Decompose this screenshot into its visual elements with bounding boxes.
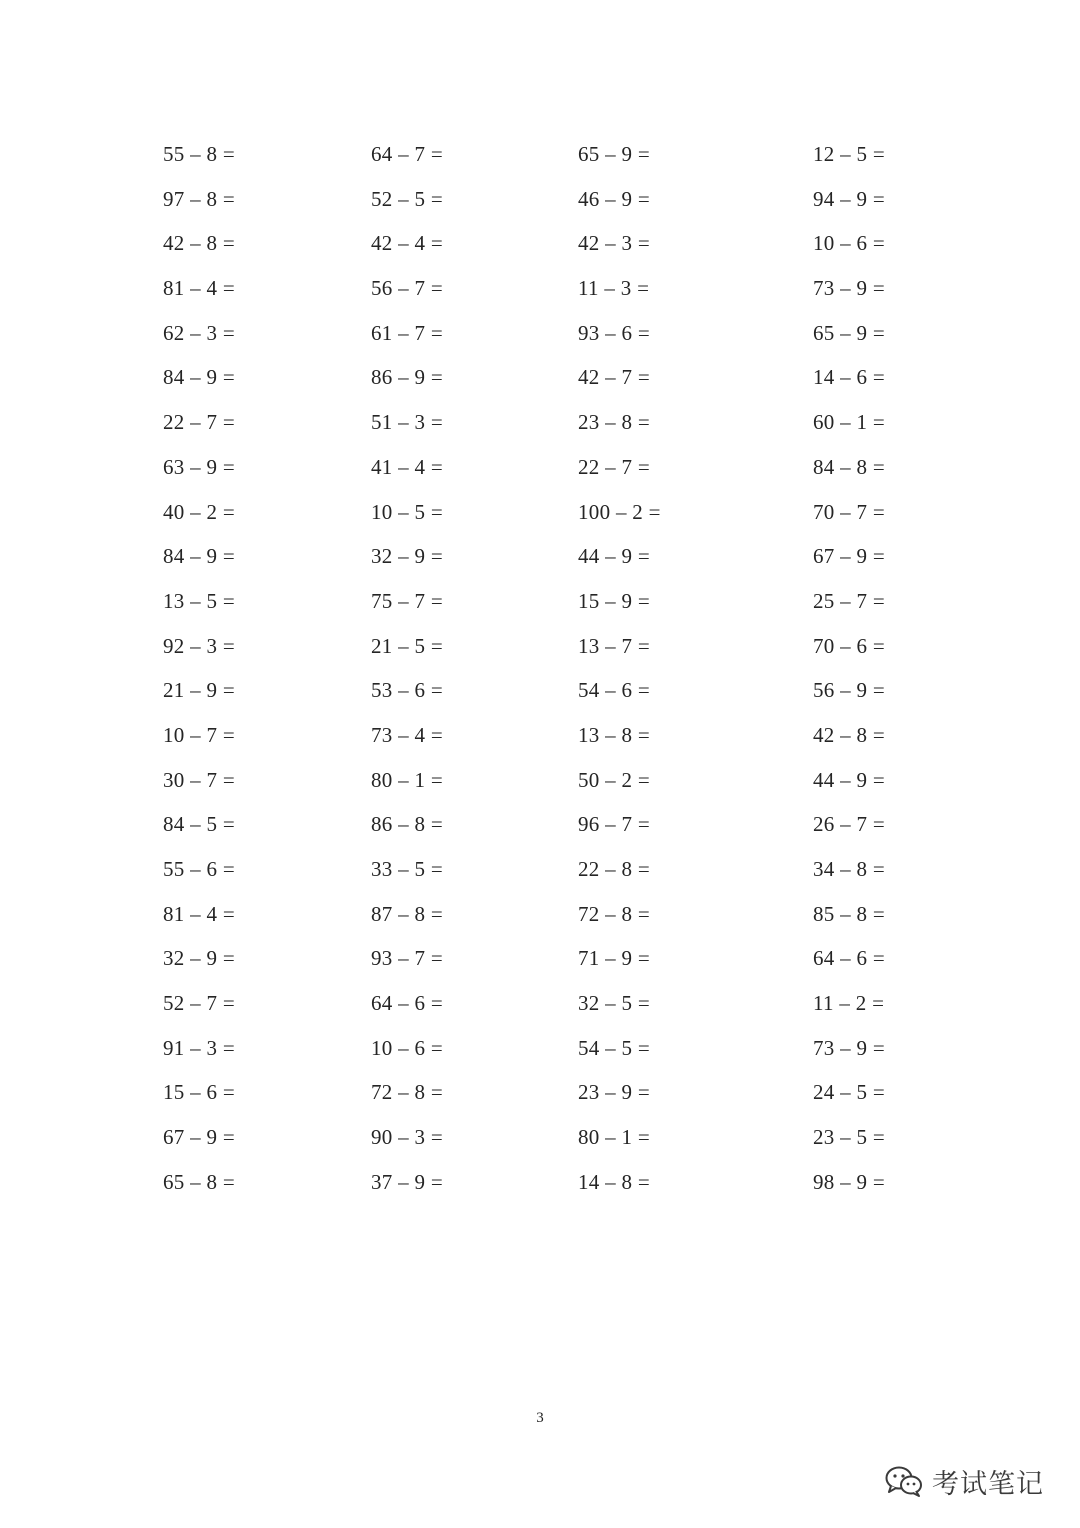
subtraction-problem: 72 – 8 = [578, 901, 650, 926]
subtraction-problem: 55 – 6 = [163, 857, 235, 881]
subtraction-problem: 84 – 9 = [163, 544, 235, 569]
problem-row [0, 1026, 1080, 1071]
subtraction-problem: 11 – 2 = [813, 991, 885, 1016]
problem-row [0, 713, 1080, 758]
subtraction-problem: 52 – 5 = [371, 186, 443, 211]
subtraction-problem: 80 – 1 = [371, 767, 443, 792]
problem-row [0, 355, 1080, 400]
subtraction-problem: 10 – 6 = [371, 1035, 443, 1060]
subtraction-problem: 32 – 5 = [578, 991, 650, 1016]
problem-row [0, 624, 1080, 669]
subtraction-problem: 37 – 9 = [371, 1169, 443, 1194]
problem-row [0, 534, 1080, 579]
problem-row [0, 311, 1080, 356]
subtraction-problem: 63 – 9 = [163, 454, 235, 479]
subtraction-problem: 87 – 8 = [371, 901, 443, 926]
subtraction-problem: 40 – 2 = [163, 499, 235, 524]
problem-row [0, 802, 1080, 847]
subtraction-problem: 22 – 8 = [578, 857, 650, 881]
subtraction-problem: 100 – 2 = [578, 499, 661, 524]
subtraction-problem: 71 – 9 = [578, 946, 650, 971]
subtraction-problem: 10 – 5 = [371, 499, 443, 524]
problem-grid [0, 132, 1080, 1205]
subtraction-problem: 65 – 9 = [578, 142, 650, 166]
subtraction-problem: 93 – 7 = [371, 946, 443, 971]
subtraction-problem: 24 – 5 = [813, 1080, 885, 1105]
subtraction-problem: 23 – 9 = [578, 1080, 650, 1105]
problem-row [0, 400, 1080, 445]
subtraction-problem: 84 – 5 = [163, 812, 235, 837]
subtraction-problem: 50 – 2 = [578, 767, 650, 792]
subtraction-problem: 42 – 8 = [163, 231, 235, 256]
subtraction-problem: 64 – 6 = [371, 991, 443, 1016]
subtraction-problem: 42 – 8 = [813, 722, 885, 747]
problem-row [0, 847, 1080, 892]
subtraction-problem: 14 – 8 = [578, 1169, 650, 1194]
subtraction-problem: 81 – 4 = [163, 276, 235, 301]
subtraction-problem: 60 – 1 = [813, 410, 885, 435]
subtraction-problem: 25 – 7 = [813, 588, 885, 613]
subtraction-problem: 94 – 9 = [813, 186, 885, 211]
subtraction-problem: 14 – 6 = [813, 365, 885, 390]
subtraction-problem: 93 – 6 = [578, 320, 650, 345]
subtraction-problem: 23 – 5 = [813, 1125, 885, 1150]
subtraction-problem: 51 – 3 = [371, 410, 443, 435]
subtraction-problem: 22 – 7 = [578, 454, 650, 479]
subtraction-problem: 32 – 9 = [163, 946, 235, 971]
subtraction-problem: 84 – 9 = [163, 365, 235, 390]
subtraction-problem: 70 – 6 = [813, 633, 885, 658]
subtraction-problem: 26 – 7 = [813, 812, 885, 837]
subtraction-problem: 10 – 6 = [813, 231, 885, 256]
subtraction-problem: 13 – 5 = [163, 588, 235, 613]
subtraction-problem: 64 – 7 = [371, 142, 443, 166]
subtraction-problem: 81 – 4 = [163, 901, 235, 926]
subtraction-problem: 70 – 7 = [813, 499, 885, 524]
subtraction-problem: 86 – 9 = [371, 365, 443, 390]
subtraction-problem: 61 – 7 = [371, 320, 443, 345]
subtraction-problem: 44 – 9 = [813, 767, 885, 792]
problem-row [0, 1160, 1080, 1205]
subtraction-problem: 44 – 9 = [578, 544, 650, 569]
problem-row [0, 221, 1080, 266]
subtraction-problem: 52 – 7 = [163, 991, 235, 1016]
subtraction-problem: 92 – 3 = [163, 633, 235, 658]
subtraction-problem: 80 – 1 = [578, 1125, 650, 1150]
subtraction-problem: 12 – 5 = [813, 142, 885, 166]
subtraction-problem: 34 – 8 = [813, 857, 885, 881]
subtraction-problem: 54 – 5 = [578, 1035, 650, 1060]
subtraction-problem: 96 – 7 = [578, 812, 650, 837]
problem-row [0, 1115, 1080, 1160]
problem-row [0, 936, 1080, 981]
subtraction-problem: 56 – 7 = [371, 276, 443, 301]
subtraction-problem: 54 – 6 = [578, 678, 650, 703]
subtraction-problem: 65 – 9 = [813, 320, 885, 345]
problem-row [0, 490, 1080, 535]
subtraction-problem: 33 – 5 = [371, 857, 443, 881]
wechat-icon [884, 1464, 924, 1498]
subtraction-problem: 67 – 9 = [163, 1125, 235, 1150]
problem-row [0, 177, 1080, 222]
subtraction-problem: 42 – 3 = [578, 231, 650, 256]
watermark-text: 考试笔记 [932, 1468, 1044, 1500]
subtraction-problem: 23 – 8 = [578, 410, 650, 435]
subtraction-problem: 30 – 7 = [163, 767, 235, 792]
subtraction-problem: 65 – 8 = [163, 1169, 235, 1194]
subtraction-problem: 41 – 4 = [371, 454, 443, 479]
problem-row [0, 758, 1080, 803]
problem-row [0, 132, 1080, 177]
subtraction-problem: 10 – 7 = [163, 722, 235, 747]
problem-row [0, 266, 1080, 311]
subtraction-problem: 56 – 9 = [813, 678, 885, 703]
problem-row [0, 445, 1080, 490]
subtraction-problem: 62 – 3 = [163, 320, 235, 345]
problem-row [0, 579, 1080, 624]
subtraction-problem: 55 – 8 = [163, 142, 235, 166]
problem-row [0, 1070, 1080, 1115]
subtraction-problem: 75 – 7 = [371, 588, 443, 613]
subtraction-problem: 86 – 8 = [371, 812, 443, 837]
subtraction-problem: 42 – 4 = [371, 231, 443, 256]
subtraction-problem: 13 – 7 = [578, 633, 650, 658]
subtraction-problem: 64 – 6 = [813, 946, 885, 971]
subtraction-problem: 90 – 3 = [371, 1125, 443, 1150]
subtraction-problem: 15 – 9 = [578, 588, 650, 613]
subtraction-problem: 91 – 3 = [163, 1035, 235, 1060]
subtraction-problem: 73 – 9 = [813, 1035, 885, 1060]
subtraction-problem: 22 – 7 = [163, 410, 235, 435]
subtraction-problem: 67 – 9 = [813, 544, 885, 569]
subtraction-problem: 72 – 8 = [371, 1080, 443, 1105]
watermark [884, 1458, 1044, 1504]
problem-row [0, 981, 1080, 1026]
page-number: 3 [536, 1410, 544, 1426]
subtraction-problem: 53 – 6 = [371, 678, 443, 703]
subtraction-problem: 46 – 9 = [578, 186, 650, 211]
subtraction-problem: 13 – 8 = [578, 722, 650, 747]
subtraction-problem: 11 – 3 = [578, 276, 650, 301]
subtraction-problem: 15 – 6 = [163, 1080, 235, 1105]
subtraction-problem: 73 – 9 = [813, 276, 885, 301]
subtraction-problem: 32 – 9 = [371, 544, 443, 569]
subtraction-problem: 21 – 9 = [163, 678, 235, 703]
subtraction-problem: 21 – 5 = [371, 633, 443, 658]
subtraction-problem: 98 – 9 = [813, 1169, 885, 1194]
subtraction-problem: 42 – 7 = [578, 365, 650, 390]
subtraction-problem: 85 – 8 = [813, 901, 885, 926]
problem-row [0, 892, 1080, 937]
problem-row [0, 668, 1080, 713]
subtraction-problem: 97 – 8 = [163, 186, 235, 211]
subtraction-problem: 73 – 4 = [371, 722, 443, 747]
subtraction-problem: 84 – 8 = [813, 454, 885, 479]
